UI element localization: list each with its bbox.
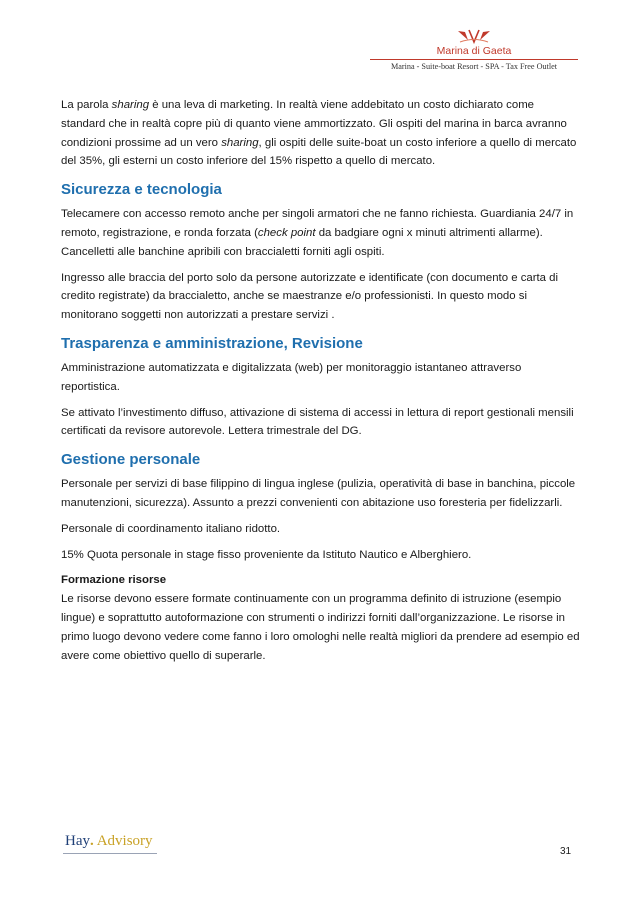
main-content	[61, 96, 581, 672]
text-run: sharing	[221, 136, 259, 149]
trasparenza-paragraph-2: Se attivato l’investimento diffuso, attivazione di sistema di accessi in lettura di report gestionali mensili certificati da revisore autorevole. Lettera trimestrale del DG.	[61, 406, 574, 438]
footer-logo-dot: .	[90, 833, 94, 849]
formazione-text: Le risorse devono essere formate continuamente con un programma definito di istruzione (esempio lingue) e soprattutto autoformazione con strumenti o indirizzi forniti dall’organizzazione. Le risorse in primo luogo devono vedere come fanno i loro omologhi nelle realtà migliori da prendere ad esempio ed avere come obiettivo quello di superarle.	[61, 593, 580, 662]
text-run: La parola	[61, 99, 112, 111]
page-number: 31	[560, 846, 572, 857]
text-run: check point	[257, 226, 316, 239]
header-brand: Marina di Gaeta	[436, 45, 512, 57]
footer-logo	[65, 833, 153, 850]
text-run: Telecamere con accesso remoto anche per singoli armatori che ne fanno richiesta. Guardiania 24/7 in remoto, registrazione, e ronda forzata (	[61, 208, 574, 239]
formazione-title: Formazione risorse	[61, 574, 167, 587]
section-title-sicurezza: Sicurezza e tecnologia	[61, 181, 222, 199]
gestione-paragraph-3: 15% Quota personale in stage fisso proveniente da Istituto Nautico e Alberghiero.	[61, 548, 472, 561]
gestione-paragraph-1: Personale per servizi di base filippino di lingua inglese (pulizia, operatività di base in banchina, piccole manutenzioni, sicurezza). Assunto a prezzi convenienti con abitazione uso foresteria per fidelizzarli.	[61, 478, 576, 509]
gestione-paragraph-2: Personale di coordinamento italiano ridotto.	[61, 522, 281, 535]
text-run: da badgiare ogni x minuti altrimenti allarme). Cancelletti alle banchine apribili con braccialetti forniti agli ospiti.	[61, 226, 543, 258]
sicurezza-paragraph-1	[61, 205, 581, 261]
trasparenza-paragraph-1: Amministrazione automatizzata e digitalizzata (web) per monitoraggio istantaneo attraverso reportistica.	[61, 361, 522, 393]
text-run: è una leva di marketing. In realtà viene addebitato un costo dichiarato come standard che in realtà copre più di quanto viene ammortizzato. Gli ospiti del marina in barca avranno condizioni prossime ad un vero	[61, 99, 567, 149]
section-title-trasparenza: Trasparenza e amministrazione, Revisione	[61, 334, 363, 352]
text-run: sharing	[111, 99, 150, 111]
footer-logo-word-1: Hay	[65, 833, 90, 849]
header-tagline: Marina - Suite-boat Resort - SPA - Tax Free Outlet	[390, 62, 558, 71]
text-run: , gli ospiti delle suite-boat un costo inferiore a quello di mercato del 35%, gli esterni un costo inferiore del 15% rispetto a quello di mercato.	[61, 136, 577, 168]
footer-divider	[63, 853, 157, 854]
formazione-block	[61, 571, 581, 665]
header-divider	[370, 59, 578, 60]
intro-paragraph	[61, 96, 581, 171]
section-title-gestione: Gestione personale	[61, 451, 201, 469]
sicurezza-paragraph-2: Ingresso alle braccia del porto solo da persone autorizzate e identificate (con documento e carta di credito registrate) da braccialetto, anche se maestranze e/o professionisti. In questo modo si monitorano soggetti non autorizzati a prestare servizi .	[61, 271, 559, 322]
footer-logo-word-2: Advisory	[96, 833, 153, 849]
marina-logo-icon	[456, 28, 492, 44]
document-header	[370, 28, 578, 71]
